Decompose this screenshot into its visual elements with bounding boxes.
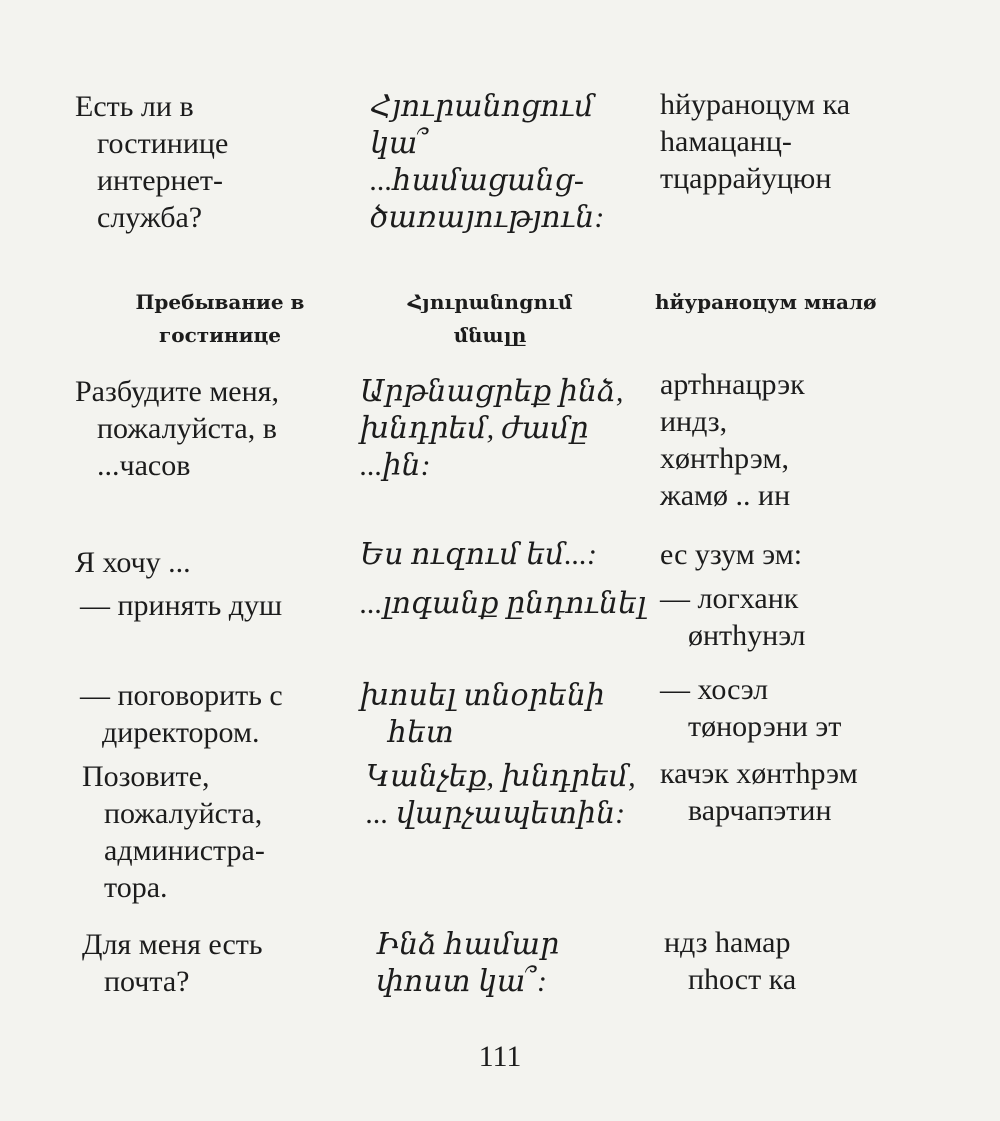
transliteration: — хосэл тøнорэни эт: [660, 673, 842, 743]
transliteration: — логханк øнтhунэл: [660, 582, 806, 652]
section-header-russian: Пребывание в гостинице: [135, 290, 305, 347]
russian-phrase: Для меня есть почта?: [82, 928, 263, 998]
armenian-phrase: ...լոգանք ընդունել: [360, 587, 647, 620]
russian-phrase: — принять душ: [80, 589, 283, 622]
armenian-phrase: Հյուրանոցում կա՞ ...համացանց- ծառայություն:: [370, 90, 605, 234]
armenian-phrase: Ինձ համար փոստ կա՞:: [376, 928, 560, 998]
armenian-phrase: Կանչեք, խնդրեմ, ... վարչապետին:: [366, 760, 636, 830]
russian-phrase: Позовите, пожалуйста, администра- тора.: [82, 760, 265, 904]
section-header-transliteration: hйураноцум мналø: [655, 290, 877, 314]
russian-phrase: Разбудите меня, пожалуйста, в ...часов: [75, 375, 279, 482]
transliteration: качэк хøнтhрэм варчапэтин: [660, 757, 858, 827]
russian-phrase: Я хочу ...: [75, 546, 191, 579]
russian-phrase: Есть ли в гостинице интернет- служба?: [75, 90, 229, 234]
page-number: 111: [478, 1040, 522, 1073]
russian-phrase: — поговорить с директором.: [80, 679, 283, 749]
transliteration: артhнацрэк индз, хøнтhрэм, жамø .. ин: [660, 368, 805, 512]
transliteration: hйураноцум ка hамацанц- тцаррайуцюн: [660, 88, 851, 195]
section-header-armenian: Հյուրանոցում մնալը: [407, 290, 573, 347]
transliteration: ес узум эм:: [660, 538, 803, 571]
armenian-phrase: Ես ուզում եմ...:: [360, 538, 598, 571]
transliteration: ндз hамар пhост ка: [664, 926, 797, 996]
armenian-phrase: խոսել տնօրենի հետ: [360, 679, 605, 749]
armenian-phrase: Արթնացրեք ինձ, խնդրեմ, ժամը ...ին:: [360, 375, 624, 482]
